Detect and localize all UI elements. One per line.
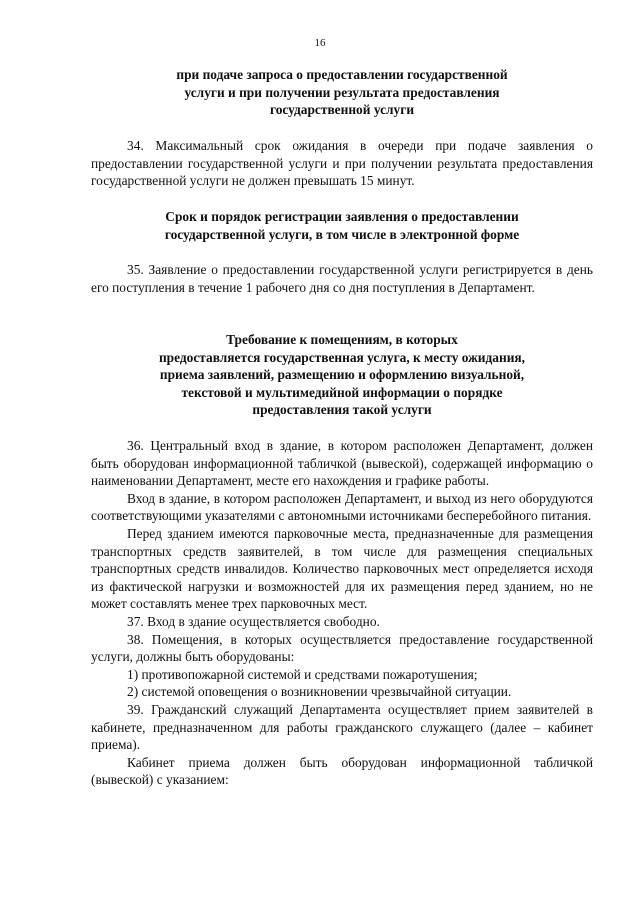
heading-line: Требование к помещениям, в которых xyxy=(226,332,458,347)
paragraph-39-cabinet: Кабинет приема должен быть оборудован информационной табличкой (вывеской) с указанием: xyxy=(91,754,593,788)
section-heading-registration xyxy=(91,208,593,243)
paragraph-38-item-2: 2) системой оповещения о возникновении чрезвычайной ситуации. xyxy=(127,684,512,700)
section-heading-premises xyxy=(91,331,593,419)
heading-line: предоставляется государственная услуга, к месту ожидания, xyxy=(158,349,526,365)
paragraph-36-entrance: Вход в здание, в котором расположен Департамент, и выход из него оборудуются соответствующими указателями с автономными источниками бесперебойного питания. xyxy=(91,490,593,524)
page-number: 16 xyxy=(314,37,326,49)
heading-line: приема заявлений, размещению и оформлению визуальной, xyxy=(159,367,525,383)
heading-line: Срок и порядок регистрации заявления о предоставлении xyxy=(165,209,519,224)
paragraph-39: 39. Гражданский служащий Департамента осуществляет прием заявителей в кабинете, предназначенном для работы гражданского служащего (далее – кабинет приема). xyxy=(91,701,593,753)
paragraph-38-item-1: 1) противопожарной системой и средствами пожаротушения; xyxy=(127,666,478,682)
heading-line: услуги и при получении результата предоставления xyxy=(184,84,500,100)
paragraph-36: 36. Центральный вход в здание, в котором расположен Департамент, должен быть оборудован информационной табличкой (вывеской), содержащей информацию о наименовании Департамент, месте его нахождения и графике работы. xyxy=(91,438,593,489)
paragraph-35: 35. Заявление о предоставлении государственной услуги регистрируется в день его поступления в течение 1 рабочего дня со дня поступления в Департамент. xyxy=(91,262,593,295)
heading-line: государственной услуги, в том числе в электронной форме xyxy=(164,226,520,242)
heading-line: при подаче запроса о предоставлении государственной xyxy=(176,67,508,82)
section-heading-waiting xyxy=(91,66,593,119)
paragraph-38: 38. Помещения, в которых осуществляется предоставление государственной услуги, должны быть оборудованы: xyxy=(91,631,593,665)
paragraph-36-parking: Перед зданием имеются парковочные места, предназначенные для размещения транспортных средств заявителей, в том числе для размещения специальных транспортных средств инвалидов. Количество парковочных мест определяется исходя из фактической нагрузки и возможностей для их размещения перед зданием, но не может составлять менее трех парковочных мест. xyxy=(91,525,593,612)
paragraph-37: 37. Вход в здание осуществляется свободно. xyxy=(127,613,380,629)
heading-line: текстовой и мультимедийной информации о порядке xyxy=(181,384,503,400)
paragraphs-block xyxy=(91,437,593,789)
heading-line: предоставления такой услуги xyxy=(252,402,432,418)
paragraph-34: 34. Максимальный срок ожидания в очереди при подаче заявления о предоставлении государственной услуги и при получении результата предоставления государственной услуги не должен превышать 15 минут. xyxy=(91,138,593,189)
heading-line: государственной услуги xyxy=(269,102,415,118)
